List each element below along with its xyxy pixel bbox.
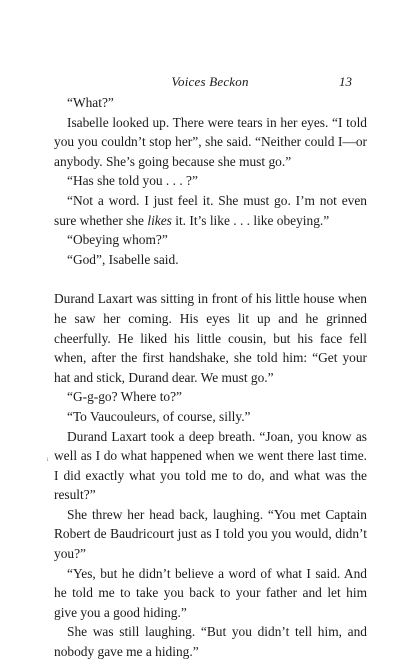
paragraph: Durand Laxart took a deep breath. “Joan, you know as well as I do what happened when we went there last time. I did exactly what you told me to do, and what was the result?”	[54, 428, 367, 503]
paragraph	[54, 191, 367, 230]
paragraph: She threw her head back, laughing. “You met Captain Robert de Baudricourt just as I told you you would, didn’t you?”	[54, 506, 367, 562]
paragraph: Isabelle looked up. There were tears in her eyes. “I told you you couldn’t stop her”, she said. “Neither could I—or anybody. She’s going because she must go.”	[54, 114, 367, 169]
paragraph: “G-g-go? Where to?”	[67, 389, 182, 405]
paragraph: “Obeying whom?”	[67, 232, 168, 248]
stray-mark: ᵢ	[47, 452, 49, 462]
emphasized-word: likes	[147, 212, 172, 228]
paragraph: “God”, Isabelle said.	[67, 251, 179, 267]
paragraph: “To Vaucouleurs, of course, silly.”	[67, 408, 251, 424]
paragraph-text: “Not a word. I just feel it. She must go. I’m not even sure whether she	[54, 192, 367, 228]
page-number: 13	[339, 74, 352, 89]
body-text	[54, 93, 367, 662]
section-start-paragraph: Durand Laxart was sitting in front of his little house when he saw her coming. His eyes lit up and he grinned cheerfully. He liked his little cousin, but his face fell when, after the first handshake, she told him: “Get your hat and stick, Durand dear. We must go.”	[54, 291, 367, 385]
running-head	[68, 74, 352, 92]
paragraph: “Has she told you . . . ?”	[67, 173, 198, 189]
paragraph: “What?”	[67, 95, 114, 110]
running-title: Voices Beckon	[171, 74, 249, 89]
paragraph-text: it. It’s like . . . like obeying.”	[171, 212, 330, 228]
paragraph: She was still laughing. “But you didn’t tell him, and nobody gave me a hiding.”	[54, 624, 367, 660]
paragraph: “Yes, but he didn’t believe a word of what I said. And he told me to take you back to your father and let him give you a good hiding.”	[54, 565, 367, 620]
